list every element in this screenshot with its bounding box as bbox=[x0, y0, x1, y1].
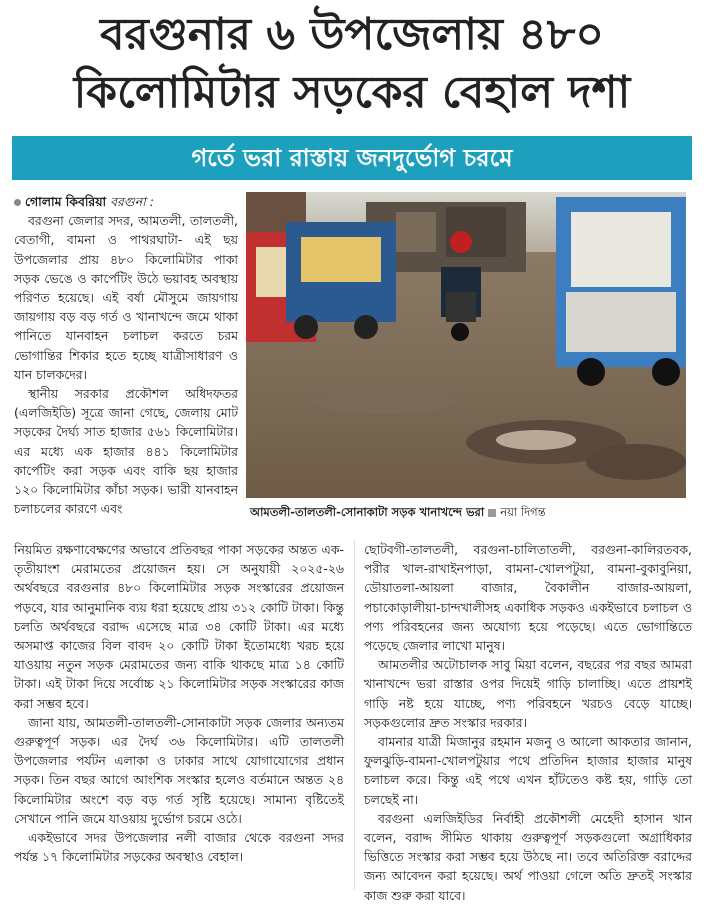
paragraph: বরগুনা এলজিইডির নির্বাহী প্রকৌশলী মেহেদী হাসান খান বলেন, বরাদ্দ সীমিত থাকায় গুরুত্বপূর্ণ সড়কগুলো অগ্রাধিকার ভিত্তিতে সংস্কার করা সম্ভব হয়ে উঠছে না। তবে অতিরিক্ত বরাদ্দের জন্য আবেদন করা হয়েছে। অর্থ পাওয়া গেলে অতি দ্রুতই সংস্কার কাজ শুরু করা যাবে। bbox=[364, 810, 692, 903]
road-photo-illustration bbox=[246, 192, 686, 498]
left-column bbox=[14, 192, 238, 518]
headline bbox=[0, 6, 704, 122]
paragraph: বামনার যাত্রী মিজানুর রহমান মজনু ও আলো আকতার জানান, ফুলঝুড়ি-বামনা-খোলপটুয়ার পথে প্রতিদিন হাজার হাজার মানুষ চলাচল করে। কিন্তু এই পথে এখন হাঁটতেও কষ্ট হয়, গাড়ি তো চলছেই না। bbox=[364, 734, 692, 807]
photo-caption bbox=[250, 503, 690, 521]
separator-icon bbox=[488, 509, 496, 517]
column-divider bbox=[354, 540, 355, 890]
paragraph: বরগুনা জেলার সদর, আমতলী, তালতলী, বেতাগী, বামনা ও পাথরঘাটা- এই ছয় উপজেলার প্রায় ৪৮০ কিলোমিটার পাকা সড়ক ভেঙে ও কার্পেটিং উঠে ভয়াবহ অবস্থায় পরিণত হয়েছে। এই বর্ষা মৌসুমে জায়গায় জায়গায় বড় বড় গর্ত ও খানাখন্দে জমে থাকা পানিতে যানবাহন চলাচল করতে চরম ভোগান্তির শিকার হতে হচ্ছে যাত্রীসাধারণ ও যান চালকদের। bbox=[14, 213, 238, 382]
paragraph: ছোটবগী-তালতলী, বরগুনা-চালিতাতলী, বরগুনা-কালিরতবক, পরীর খাল-রাখাইনপাড়া, বামনা-খোলপটুয়া, বামনা-বুকাবুনিয়া, ডৌয়াতলা-আয়লা বাজার, বৈকালীন বাজার-আয়লা, পচাকোড়ালীয়া-চান্দখালীসহ একাধিক সড়কও একইভাবে চলাচল ও পণ্য পরিবহনের জন্য অযোগ্য হয়ে পড়েছে। এতে ভোগান্তিতে পড়েছে জেলার লাখো মানুষ। bbox=[364, 542, 692, 654]
byline-author: গোলাম কিবরিয়া bbox=[25, 194, 107, 209]
news-photo bbox=[246, 192, 686, 498]
photo-credit: নয়া দিগন্ত bbox=[500, 505, 546, 519]
paragraph: একইভাবে সদর উপজেলার নলী বাজার থেকে বরগুনা সদর পর্যন্ত ১৭ কিলোমিটার সড়কের অবস্থাও বেহাল। bbox=[14, 830, 344, 865]
bullet-icon bbox=[14, 199, 21, 206]
byline-location: বরগুনা : bbox=[110, 194, 154, 209]
right-column bbox=[364, 540, 692, 905]
paragraph: আমতলীর অটোচালক সাবু মিয়া বলেন, বছরের পর বছর আমরা খানাখন্দে ভরা রাস্তার ওপর দিয়েই গাড়ি চালাচ্ছি। এতে প্রায়শই গাড়ি নষ্ট হয়ে যাচ্ছে, পণ্য পরিবহনে খরচও বেড়ে যাচ্ছে। সড়কগুলোর দ্রুত সংস্কার দরকার। bbox=[364, 657, 692, 730]
subheadline: গর্তে ভরা রাস্তায় জনদুর্ভোগ চরমে bbox=[12, 136, 692, 180]
headline-line-1: বরগুনার ৬ উপজেলায় ৪৮০ bbox=[100, 9, 604, 60]
paragraph: জানা যায়, আমতলী-তালতলী-সোনাকাটা সড়ক জেলার অন্যতম গুরুত্বপূর্ণ সড়ক। এর দৈর্ঘ ৩৬ কিলোমিটার। এটি তালতলী উপজেলার পর্যটন এলাকা ও ঢাকার সাথে যোগাযোগের প্রধান সড়ক। তিন বছর আগে আংশিক সংস্কার হলেও বর্তমানে অন্তত ২৪ কিলোমিটার অংশে বড় বড় গর্ত সৃষ্টি হয়েছে। সামান্য বৃষ্টিতেই সেখানে পানি জমে যাওয়ায় দুর্ভোগ চরমে ওঠে। bbox=[14, 714, 344, 826]
paragraph: নিয়মিত রক্ষণাবেক্ষণের অভাবে প্রতিবছর পাকা সড়কের অন্তত এক-তৃতীয়াংশ মেরামতের প্রয়োজন হয়। সে অনুযায়ী ২০২৫-২৬ অর্থবছরে বরগুনার ৪৮০ কিলোমিটার সড়ক সংস্কারের প্রয়োজন পড়বে, যার আনুমানিক ব্যয় ধরা হয়েছে প্রায় ৩১২ কোটি টাকা। কিন্তু চলতি অর্থবছরে বরাদ্দ এসেছে মাত্র ৩৪ কোটি টাকা। এর মধ্যে অসমাপ্ত কাজের বিল বাবদ ২০ কোটি টাকা ইতোমধ্যে খরচ হয়ে যাওয়ায় নতুন সড়ক মেরামতের জন্য বাকি থাকছে মাত্র ১৪ কোটি টাকা। এই টাকা দিয়ে সর্বোচ্চ ২১ কিলোমিটার সড়ক সংস্কারের কাজ করা সম্ভব হবে। bbox=[14, 542, 344, 711]
bottom-left-column bbox=[14, 540, 344, 866]
caption-text: আমতলী-তালতলী-সোনাকাটা সড়ক খানাখন্দে ভরা bbox=[250, 505, 485, 519]
headline-line-2: কিলোমিটার সড়কের বেহাল দশা bbox=[73, 67, 631, 118]
paragraph: স্থানীয় সরকার প্রকৌশল অধিদফতর (এলজিইডি) সূত্রে জানা গেছে, জেলায় মোট সড়কের দৈর্ঘ্য সাত হাজার ৫৬১ কিলোমিটার। এর মধ্যে এক হাজার ৪৪১ কিলোমিটার কার্পেটিং করা সড়ক এবং বাকি ছয় হাজার ১২০ কিলোমিটার কাঁচা সড়ক। ভারী যানবাহন চলাচলের কারণে এবং bbox=[14, 386, 238, 517]
byline bbox=[14, 192, 238, 211]
